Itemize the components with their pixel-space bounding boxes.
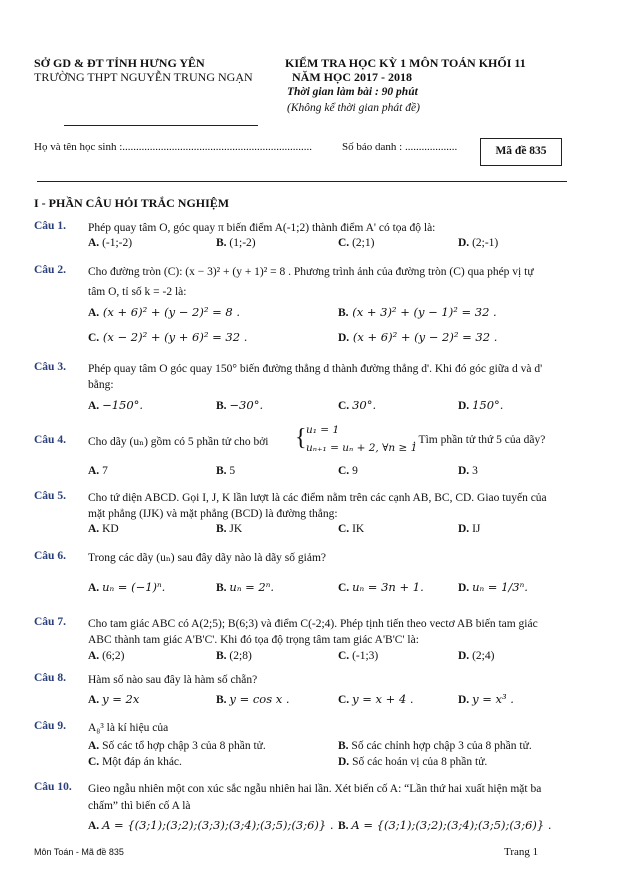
option-c[interactable]: [88, 330, 247, 344]
school-name: TRƯỜNG THPT NGUYỄN TRUNG NGẠN: [34, 70, 253, 84]
option-b[interactable]: [338, 818, 552, 832]
question-number: Câu 1.: [34, 220, 66, 232]
option-text: A = {(3;1);(3;2);(3;4);(3;5);(3;6)} .: [351, 818, 552, 832]
option-text: (2;1): [352, 237, 375, 249]
question-text: Phép quay tâm O góc quay 150° biến đường thẳng d thành đường thẳng d'. Khi đó góc giữa d và d': [88, 363, 543, 375]
option-d[interactable]: [458, 398, 503, 412]
option-label: B.: [338, 307, 349, 319]
option-d[interactable]: [458, 580, 528, 594]
option-text: (2;-1): [472, 237, 499, 249]
brace-symbol: {: [295, 425, 307, 451]
option-d[interactable]: [458, 650, 494, 662]
option-label: D.: [458, 650, 470, 662]
option-a[interactable]: [88, 237, 132, 249]
question-text: Gieo ngẫu nhiên một con xúc sắc ngẫu nhiên hai lần. Xét biến cố A: “Lần thứ hai xuất hiện mặt ba: [88, 783, 542, 795]
option-a[interactable]: [88, 818, 334, 832]
question-number: Câu 9.: [34, 720, 66, 732]
option-label: C.: [338, 237, 350, 249]
option-text: 3: [472, 465, 478, 477]
option-text: 7: [102, 465, 108, 477]
option-text: y = x³ .: [472, 692, 514, 706]
department-name: SỞ GD & ĐT TỈNH HƯNG YÊN: [34, 56, 205, 70]
question-text-cont: bằng:: [88, 379, 114, 391]
option-label: D.: [458, 400, 470, 412]
option-label: B.: [216, 650, 227, 662]
question-text: Trong các dãy (uₙ) sau đây dãy nào là dãy số giảm?: [88, 552, 326, 564]
option-label: A.: [88, 820, 100, 832]
option-label: A.: [88, 400, 100, 412]
option-label: B.: [216, 582, 227, 594]
option-c[interactable]: [338, 692, 414, 706]
question-text-cont: tâm O, tỉ số k = -2 là:: [88, 286, 187, 298]
header-divider: [64, 125, 258, 126]
option-b[interactable]: [216, 523, 242, 535]
option-label: D.: [338, 756, 350, 768]
option-text: 30°.: [352, 398, 377, 412]
exam-code-box: [480, 138, 562, 166]
question-text: Cho đường tròn (C): (x − 3)² + (y + 1)² = 8 . Phương trình ảnh của đường tròn (C) qua phép vị tự: [88, 266, 534, 278]
exam-code: Mã đề 835: [495, 145, 547, 157]
option-text: (-1;-2): [102, 237, 133, 249]
option-label: A.: [88, 740, 100, 752]
option-text: uₙ = 1/3ⁿ.: [472, 580, 528, 594]
option-label: D.: [458, 582, 470, 594]
option-label: A.: [88, 582, 100, 594]
option-label: C.: [88, 756, 100, 768]
option-text: KD: [102, 523, 119, 535]
option-label: A.: [88, 237, 100, 249]
option-text: 9: [352, 465, 358, 477]
system-line-2: uₙ₊₁ = uₙ + 2, ∀n ≥ 1: [306, 442, 418, 454]
footer-left: Môn Toán - Mã đề 835: [34, 847, 124, 857]
option-text: (2;8): [229, 650, 252, 662]
option-label: A.: [88, 307, 100, 319]
option-text: y = 2x: [102, 692, 140, 706]
option-text: uₙ = 3n + 1.: [352, 580, 424, 594]
section-divider: [37, 181, 567, 182]
option-label: B.: [216, 237, 227, 249]
question-text-cont: ABC thành tam giác A'B'C'. Khi đó tọa độ trọng tâm tam giác A'B'C' là:: [88, 634, 419, 646]
option-label: C.: [338, 400, 350, 412]
option-label: A.: [88, 465, 100, 477]
option-text: (x + 3)² + (y − 1)² = 32 .: [352, 305, 497, 319]
option-text: −30°.: [229, 398, 264, 412]
page-number: Trang 1: [504, 846, 539, 858]
question-number: Câu 7.: [34, 616, 66, 628]
option-d[interactable]: [458, 465, 478, 477]
option-label: B.: [338, 820, 349, 832]
question-text: Phép quay tâm O, góc quay π biến điểm A(-1;2) thành điểm A' có tọa độ là:: [88, 222, 436, 234]
option-text: (x + 6)² + (y − 2)² = 8 .: [102, 305, 241, 319]
question-text: A₈³ là kí hiệu của: [88, 722, 169, 734]
option-c[interactable]: [338, 580, 424, 594]
option-label: D.: [338, 332, 350, 344]
option-label: D.: [458, 237, 470, 249]
option-b[interactable]: [216, 237, 256, 249]
option-c[interactable]: [338, 237, 374, 249]
option-label: C.: [338, 582, 350, 594]
student-name-field: Họ và tên học sinh :.....................................................................: [34, 141, 313, 153]
option-label: D.: [458, 523, 470, 535]
question-text: Cho tam giác ABC có A(2;5); B(6;3) và điểm C(-2;4). Phép tịnh tiến theo vectơ AB biến tam giác: [88, 618, 538, 630]
option-d[interactable]: [458, 523, 480, 535]
option-label: C.: [88, 332, 100, 344]
option-text: uₙ = 2ⁿ.: [229, 580, 275, 594]
option-b[interactable]: [216, 580, 274, 594]
option-label: A.: [88, 523, 100, 535]
option-text: −150°.: [102, 398, 144, 412]
option-d[interactable]: [338, 756, 487, 768]
student-id-field: Số báo danh : ...................: [342, 141, 458, 153]
time-label: Thời gian làm bài : 90 phút: [287, 86, 418, 98]
option-text: (2;4): [472, 650, 495, 662]
option-label: C.: [338, 650, 350, 662]
option-b[interactable]: [216, 398, 263, 412]
question-text: Cho tứ diện ABCD. Gọi I, J, K lần lượt là các điểm nằm trên các cạnh AB, BC, CD. Giao tuyến của: [88, 492, 547, 504]
option-d[interactable]: [458, 237, 498, 249]
option-text: JK: [229, 523, 243, 535]
option-text: IK: [352, 523, 365, 535]
question-number: Câu 4.: [34, 434, 66, 446]
question-number: Câu 8.: [34, 672, 66, 684]
option-text: (x + 6)² + (y − 2)² = 32 .: [352, 330, 498, 344]
option-label: A.: [88, 650, 100, 662]
option-label: C.: [338, 465, 350, 477]
exam-title: KIỂM TRA HỌC KỲ 1 MÔN TOÁN KHỐI 11: [285, 56, 526, 70]
option-text: (6;2): [102, 650, 125, 662]
option-b[interactable]: [338, 305, 497, 319]
option-text: uₙ = (−1)ⁿ.: [102, 580, 166, 594]
option-text: (-1;3): [352, 650, 379, 662]
option-c[interactable]: [338, 523, 364, 535]
option-a[interactable]: [88, 465, 108, 477]
option-text: y = cos x .: [229, 692, 290, 706]
option-d[interactable]: [338, 330, 497, 344]
time-note: (Không kể thời gian phát đề): [287, 102, 420, 114]
question-number: Câu 5.: [34, 490, 66, 502]
question-text-cont: . Tìm phần tử thứ 5 của dãy?: [413, 434, 546, 446]
option-b[interactable]: [216, 465, 235, 477]
school-year: NĂM HỌC 2017 - 2018: [292, 70, 412, 84]
option-text: Một đáp án khác.: [102, 756, 182, 768]
option-c[interactable]: [88, 756, 182, 768]
option-text: y = x + 4 .: [352, 692, 414, 706]
option-a[interactable]: [88, 740, 266, 752]
option-label: B.: [338, 740, 349, 752]
option-text: IJ: [472, 523, 481, 535]
option-a[interactable]: [88, 523, 119, 535]
option-text: (1;-2): [229, 237, 256, 249]
question-text-cont: chấm” thì biến cố A là: [88, 800, 191, 812]
option-text: Số các chỉnh hợp chập 3 của 8 phần tử.: [351, 740, 532, 752]
question-text-cont: mặt phẳng (IJK) và mặt phẳng (BCD) là đường thẳng:: [88, 508, 338, 520]
option-a[interactable]: [88, 580, 165, 594]
question-number: Câu 10.: [34, 781, 72, 793]
option-b[interactable]: [338, 740, 532, 752]
option-text: 150°.: [472, 398, 504, 412]
system-line-1: u₁ = 1: [306, 424, 340, 436]
option-label: C.: [338, 523, 350, 535]
question-text: Hàm số nào sau đây là hàm số chẵn?: [88, 674, 258, 686]
option-text: A = {(3;1);(3;2);(3;3);(3;4);(3;5);(3;6)} .: [102, 818, 334, 832]
question-number: Câu 6.: [34, 550, 66, 562]
option-text: 5: [229, 465, 236, 477]
option-b[interactable]: [216, 650, 252, 662]
option-c[interactable]: [338, 465, 358, 477]
option-label: B.: [216, 400, 227, 412]
option-label: B.: [216, 694, 227, 706]
option-a[interactable]: [88, 692, 139, 706]
option-c[interactable]: [338, 398, 376, 412]
option-label: D.: [458, 465, 470, 477]
option-label: A.: [88, 694, 100, 706]
option-label: B.: [216, 523, 227, 535]
question-number: Câu 3.: [34, 361, 66, 373]
option-d[interactable]: [458, 692, 514, 706]
question-number: Câu 2.: [34, 264, 66, 276]
option-label: B.: [216, 465, 227, 477]
option-c[interactable]: [338, 650, 378, 662]
option-b[interactable]: [216, 692, 290, 706]
option-label: C.: [338, 694, 350, 706]
option-a[interactable]: [88, 398, 143, 412]
option-text: Số các tổ hợp chập 3 của 8 phần tử.: [102, 740, 266, 752]
option-text: Số các hoán vị của 8 phần tử.: [352, 756, 488, 768]
option-a[interactable]: [88, 305, 240, 319]
question-text: Cho dãy (uₙ) gồm có 5 phần tử cho bởi: [88, 436, 269, 448]
section-title: I - PHẦN CÂU HỎI TRẮC NGHIỆM: [34, 196, 230, 210]
option-text: (x − 2)² + (y + 6)² = 32 .: [102, 330, 248, 344]
option-label: D.: [458, 694, 470, 706]
option-a[interactable]: [88, 650, 124, 662]
